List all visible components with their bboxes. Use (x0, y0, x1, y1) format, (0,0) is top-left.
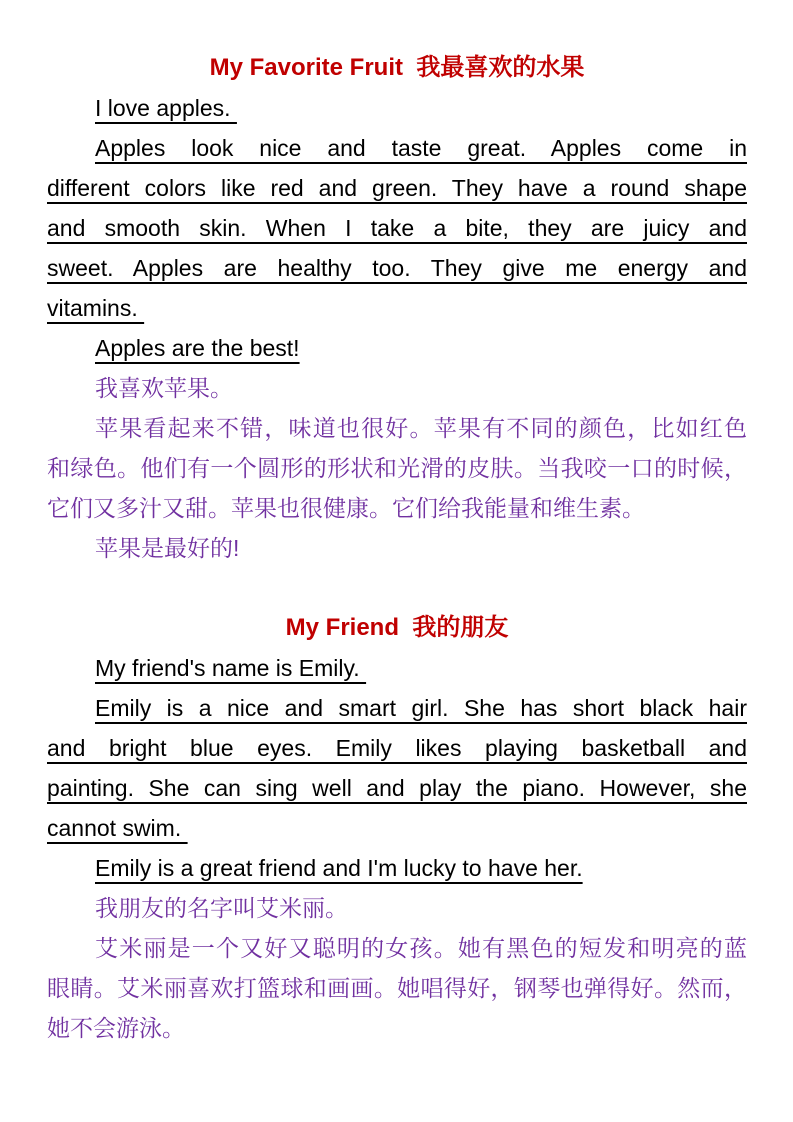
text-line-chinese: 我喜欢苹果。 (95, 375, 233, 401)
text-line-english: cannot swim. (47, 815, 188, 841)
text-line-english: Apples look nice and taste great. Apples come in (95, 135, 747, 161)
text-line-english: I love apples. (95, 95, 237, 121)
text-line-chinese: 和绿色。他们有一个圆形的形状和光滑的皮肤。当我咬一口的时候， (47, 455, 747, 481)
text-line-english: Emily is a great friend and I'm lucky to have her. (95, 855, 583, 881)
text-line-english: My friend's name is Emily. (95, 655, 367, 681)
text-line-english: and smooth skin. When I take a bite, they are juicy and (47, 215, 747, 241)
text-line-english: vitamins. (47, 295, 145, 321)
text-line-chinese: 苹果看起来不错，味道也很好。苹果有不同的颜色，比如红色 (95, 415, 747, 441)
section-divider-blank-line (47, 568, 747, 608)
text-line-chinese: 眼睛。艾米丽喜欢打篮球和画画。她唱得好，钢琴也弹得好。然而， (47, 975, 747, 1001)
section-my-favorite-fruit (47, 48, 747, 568)
text-line-chinese: 她不会游泳。 (47, 1015, 185, 1041)
text-line-english: Emily is a nice and smart girl. She has short black hair (95, 695, 747, 721)
section-title: My Favorite Fruit 我最喜欢的水果 (209, 54, 585, 81)
section-body (47, 88, 747, 568)
text-line-chinese: 我朋友的名字叫艾米丽。 (95, 895, 348, 921)
text-line-english: different colors like red and green. They have a round shape (47, 175, 747, 201)
text-line-chinese: 艾米丽是一个又好又聪明的女孩。她有黑色的短发和明亮的蓝 (95, 935, 747, 961)
text-line-english: painting. She can sing well and play the piano. However, she (47, 775, 747, 801)
text-line-english: Apples are the best! (95, 335, 300, 361)
section-my-friend (47, 608, 747, 1048)
text-line-chinese: 苹果是最好的! (95, 535, 240, 561)
section-title: My Friend 我的朋友 (285, 614, 509, 641)
text-line-english: sweet. Apples are healthy too. They give me energy and (47, 255, 747, 281)
section-body (47, 648, 747, 1048)
text-line-english: and bright blue eyes. Emily likes playing basketball and (47, 735, 747, 761)
text-line-chinese: 它们又多汁又甜。苹果也很健康。它们给我能量和维生素。 (47, 495, 645, 521)
